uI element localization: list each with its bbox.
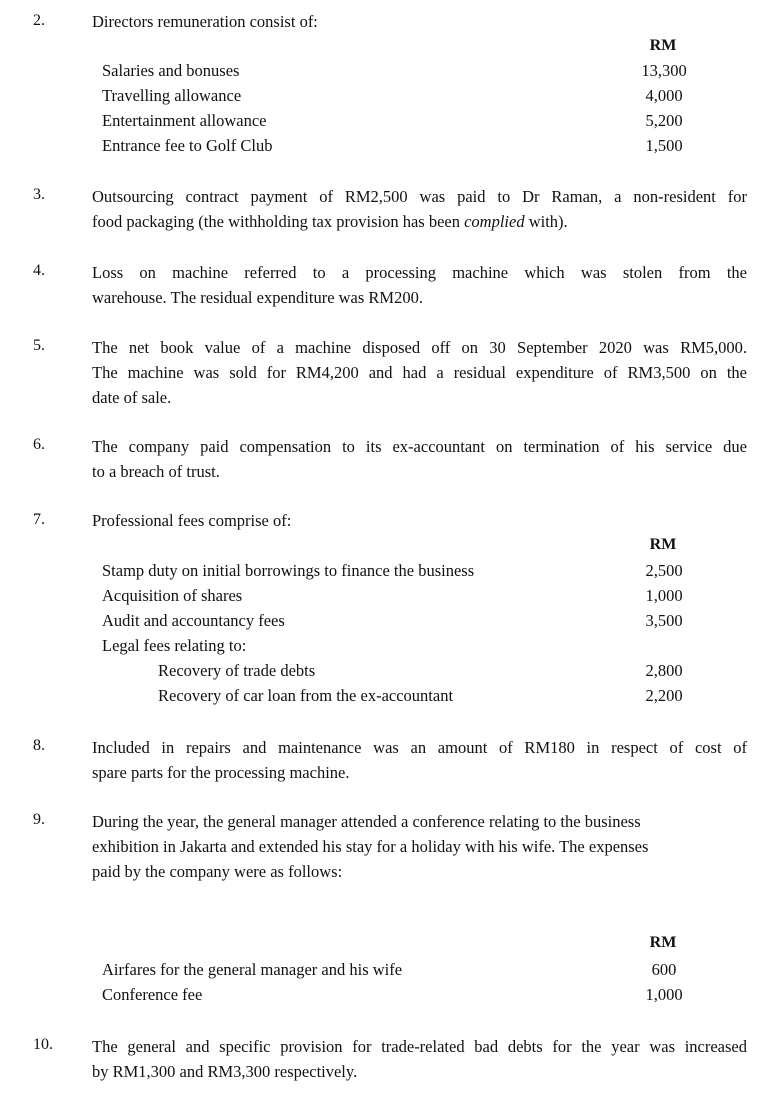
paragraph-line [92,209,747,234]
currency-header: RM [649,934,677,951]
item-number: 5. [33,337,45,354]
row-label: Legal fees relating to: [102,636,247,655]
text-run: with). [524,212,568,231]
table-row [0,686,782,711]
row-amount: 3,500 [645,611,683,630]
currency-header: RM [649,536,677,553]
row-label: Airfares for the general manager and his wife [102,960,403,979]
item-number: 4. [33,262,45,279]
row-amount: 4,000 [645,86,683,105]
item-paragraph [92,1034,747,1084]
table-row [0,611,782,636]
item-number: 2. [33,12,45,29]
row-amount: 1,500 [645,136,683,155]
table-row [0,111,782,136]
row-label: Entertainment allowance [102,111,267,130]
paragraph-line: paid by the company were as follows: [92,862,343,881]
table-row [0,561,782,586]
row-label: Stamp duty on initial borrowings to finance the business [102,561,475,580]
item-paragraph [92,809,732,884]
item-number: 9. [33,811,45,828]
table-row [0,136,782,161]
item-paragraph [92,184,747,234]
paragraph-line: The net book value of a machine disposed off on 30 September 2020 was RM5,000. [92,338,747,357]
paragraph-line: The company paid compensation to its ex-accountant on termination of his service due [92,437,747,456]
row-amount: 5,200 [645,111,683,130]
item-paragraph [92,335,747,410]
row-amount: 2,200 [645,686,683,705]
item-heading: Professional fees comprise of: [92,511,292,530]
item-paragraph [92,735,747,785]
paragraph-line: Included in repairs and maintenance was an amount of RM180 in respect of cost of [92,738,747,757]
paragraph-line: spare parts for the processing machine. [92,763,350,782]
text-run: food packaging (the withholding tax provision has been [92,212,465,231]
row-amount: 600 [651,960,677,979]
item-number: 10. [33,1036,53,1053]
table-row [0,586,782,611]
row-label: Audit and accountancy fees [102,611,285,630]
paragraph-line: to a breach of trust. [92,462,220,481]
row-label: Entrance fee to Golf Club [102,136,273,155]
table-row [0,960,782,985]
paragraph-line: The machine was sold for RM4,200 and had a residual expenditure of RM3,500 on the [92,363,747,382]
currency-header: RM [649,37,677,54]
row-amount: 2,800 [645,661,683,680]
row-label: Conference fee [102,985,203,1004]
row-amount: 1,000 [645,985,683,1004]
row-label: Recovery of car loan from the ex-accountant [158,686,454,705]
item-paragraph [92,434,747,484]
paragraph-line: The general and specific provision for trade-related bad debts for the year was increased [92,1037,747,1056]
row-amount: 2,500 [645,561,683,580]
row-amount: 1,000 [645,586,683,605]
item-paragraph [92,260,747,310]
table-row [0,661,782,686]
row-label: Acquisition of shares [102,586,243,605]
emphasis-text: complied [464,212,525,231]
item-number: 3. [33,186,45,203]
paragraph-line: exhibition in Jakarta and extended his stay for a holiday with his wife. The expenses [92,837,649,856]
paragraph-line: During the year, the general manager attended a conference relating to the business [92,812,641,831]
table-row [0,636,782,661]
table-row [0,61,782,86]
item-number: 6. [33,436,45,453]
table-row [0,86,782,111]
item-number: 7. [33,511,45,528]
table-row [0,985,782,1010]
paragraph-line: warehouse. The residual expenditure was RM200. [92,288,423,307]
paragraph-line: Outsourcing contract payment of RM2,500 was paid to Dr Raman, a non-resident for [92,187,747,206]
item-number: 8. [33,737,45,754]
row-label: Travelling allowance [102,86,242,105]
paragraph-line: Loss on machine referred to a processing machine which was stolen from the [92,263,747,282]
row-label: Recovery of trade debts [158,661,316,680]
row-label: Salaries and bonuses [102,61,240,80]
row-amount: 13,300 [641,61,687,80]
item-heading: Directors remuneration consist of: [92,12,318,31]
paragraph-line: date of sale. [92,388,172,407]
paragraph-line: by RM1,300 and RM3,300 respectively. [92,1062,358,1081]
